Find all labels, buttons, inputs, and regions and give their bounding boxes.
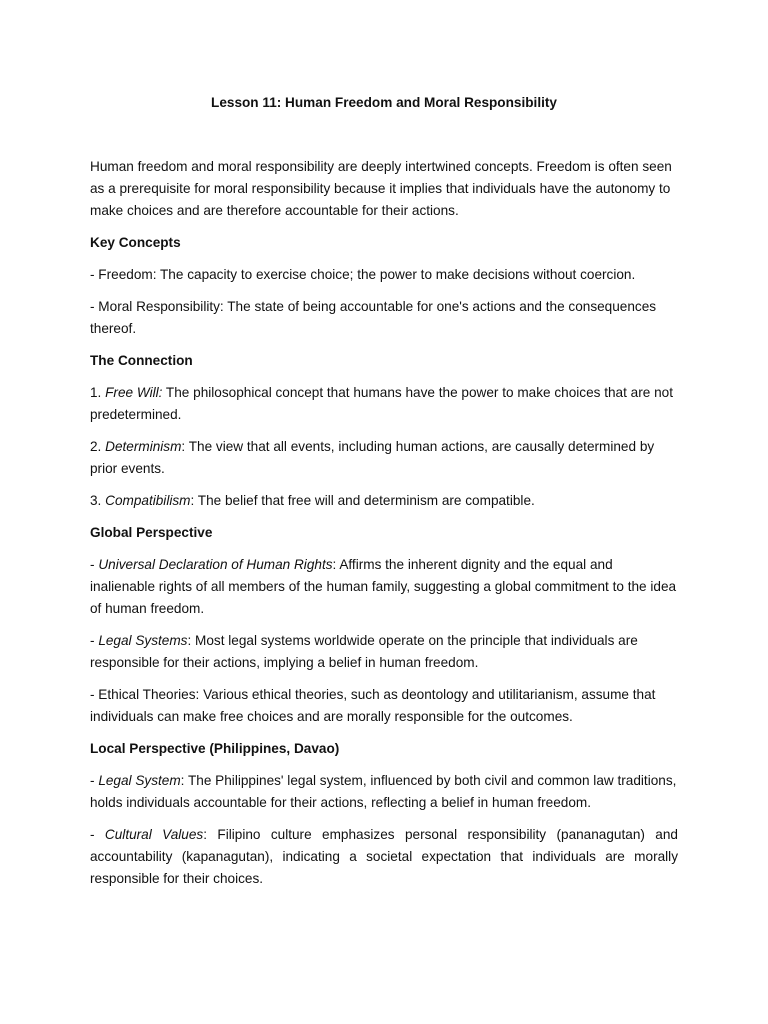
list-item-free-will [90,382,678,426]
item-text: : The belief that free will and determinism are compatible. [190,493,535,508]
item-text: The philosophical concept that humans have the power to make choices that are not predetermined. [90,385,673,422]
item-term: Compatibilism [105,493,191,508]
global-perspective-heading: Global Perspective [90,525,213,540]
item-term: Legal Systems [98,633,188,648]
item-term: Legal System [98,773,181,788]
list-item-cultural-values [90,824,678,890]
connection-heading: The Connection [90,353,193,368]
document-body [90,156,678,900]
item-term: Determinism [105,439,182,454]
item-text: : Filipino culture emphasizes personal responsibility (pananagutan) and accountability (kapanagutan), indicating a societal expectation that individuals are morally responsible for their choices. [90,827,678,886]
item-term: Cultural Values [104,827,204,842]
list-item-ethical-theories: - Ethical Theories: Various ethical theories, such as deontology and utilitarianism, assume that individuals can make free choices and are morally responsible for the outcomes. [90,687,656,724]
item-text: : The view that all events, including human actions, are causally determined by prior events. [90,439,655,476]
moral-responsibility-definition: - Moral Responsibility: The state of being accountable for one's actions and the consequences thereof. [90,299,657,336]
item-term: Universal Declaration of Human Rights [98,557,333,572]
local-perspective-heading: Local Perspective (Philippines, Davao) [90,741,340,756]
page-title: Lesson 11: Human Freedom and Moral Responsibility [211,95,557,110]
item-prefix: 2. [90,439,106,454]
item-text: : Most legal systems worldwide operate on the principle that individuals are responsible for their actions, implying a belief in human freedom. [90,633,638,670]
list-item-compatibilism [90,490,678,512]
list-item-legal-systems [90,630,678,674]
list-item-udhr [90,554,678,620]
list-item-legal-system-ph [90,770,678,814]
intro-paragraph: Human freedom and moral responsibility are deeply intertwined concepts. Freedom is often seen as a prerequisite for moral responsibility because it implies that individuals have the autonomy to make choices and are therefore accountable for their actions. [90,159,672,218]
freedom-definition: - Freedom: The capacity to exercise choice; the power to make decisions without coercion. [90,267,636,282]
item-prefix: 3. [90,493,106,508]
list-item-determinism [90,436,678,480]
item-term: Free Will: [105,385,163,400]
item-prefix: - [90,633,99,648]
item-prefix: - [90,557,99,572]
item-text: : Affirms the inherent dignity and the equal and inalienable rights of all members of the human family, suggesting a global commitment to the idea of human freedom. [90,557,677,616]
item-prefix: 1. [90,385,106,400]
item-prefix: - [90,773,99,788]
key-concepts-heading: Key Concepts [90,235,181,250]
item-prefix: - [90,827,105,842]
item-text: : The Philippines' legal system, influenced by both civil and common law traditions, holds individuals accountable for their actions, reflecting a belief in human freedom. [90,773,677,810]
